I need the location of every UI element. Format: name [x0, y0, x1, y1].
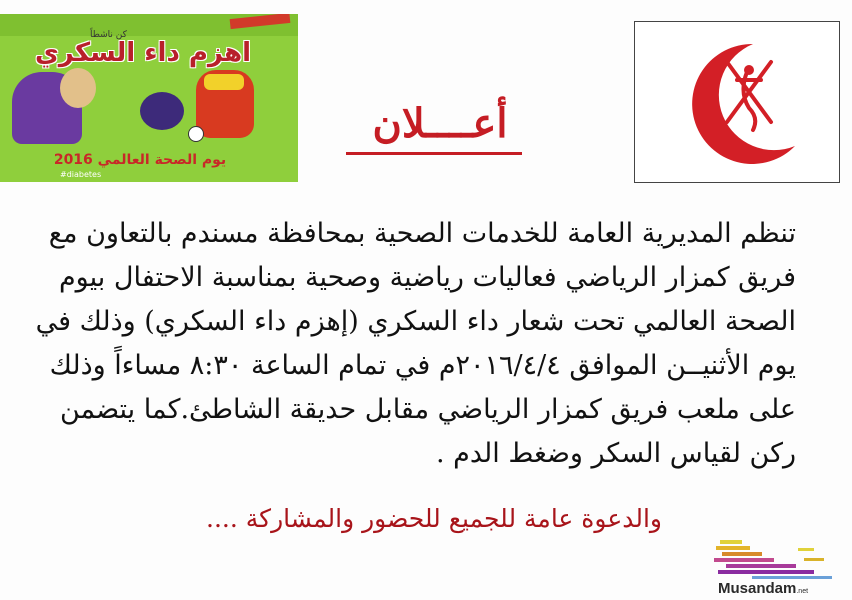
- poster-football: [188, 126, 204, 142]
- invitation-text: [200, 500, 662, 538]
- poster-hashtag: #diabetes: [60, 170, 102, 179]
- body-line: تنظم المديرية العامة للخدمات الصحية بمحافظة مسندم بالتعاون مع: [48, 218, 796, 249]
- watermark-suffix: .net: [796, 588, 809, 595]
- musandam-watermark-logo: [712, 534, 844, 596]
- watermark-text: [718, 580, 808, 597]
- body-line: ركن لقياس السكر وضغط الدم .: [435, 438, 796, 469]
- body-line: يوم الأثنيــن الموافق ٢٠١٦/٤/٤م في تمام الساعة ٨:٣٠ مساءاً وذلك: [49, 350, 796, 381]
- world-health-day-poster: [0, 14, 298, 182]
- poster-girl-head: [60, 68, 96, 108]
- heading-underline: [346, 152, 522, 155]
- poster-hero-mask: [204, 74, 244, 90]
- poster-footer: يوم الصحة العالمي 2016: [53, 152, 227, 168]
- body-line: الصحة العالمي تحت شعار داء السكري (إهزم داء السكري) وذلك في: [35, 306, 796, 337]
- poster-subtitle: كن ناشطاً: [90, 30, 127, 40]
- announcement-heading: أعــــلان: [372, 100, 508, 147]
- invite-line: والدعوة عامة للجميع للحضور والمشاركة ....: [206, 504, 662, 533]
- announcement-body: [35, 212, 796, 476]
- poster-title: اهزم داء السكري: [34, 38, 252, 68]
- poster-monster-figure: [140, 92, 184, 130]
- crescent-emblem-icon: [635, 22, 839, 182]
- body-line: على ملعب فريق كمزار الرياضي مقابل حديقة الشاطئ.كما يتضمن: [59, 394, 796, 425]
- stripes-logo-icon: [712, 534, 844, 584]
- watermark-name: Musandam: [718, 580, 797, 597]
- body-line: فريق كمزار الرياضي فعاليات رياضية وصحية بمناسبة الاحتفال بيوم: [58, 262, 796, 293]
- ministry-emblem-frame: [634, 21, 840, 183]
